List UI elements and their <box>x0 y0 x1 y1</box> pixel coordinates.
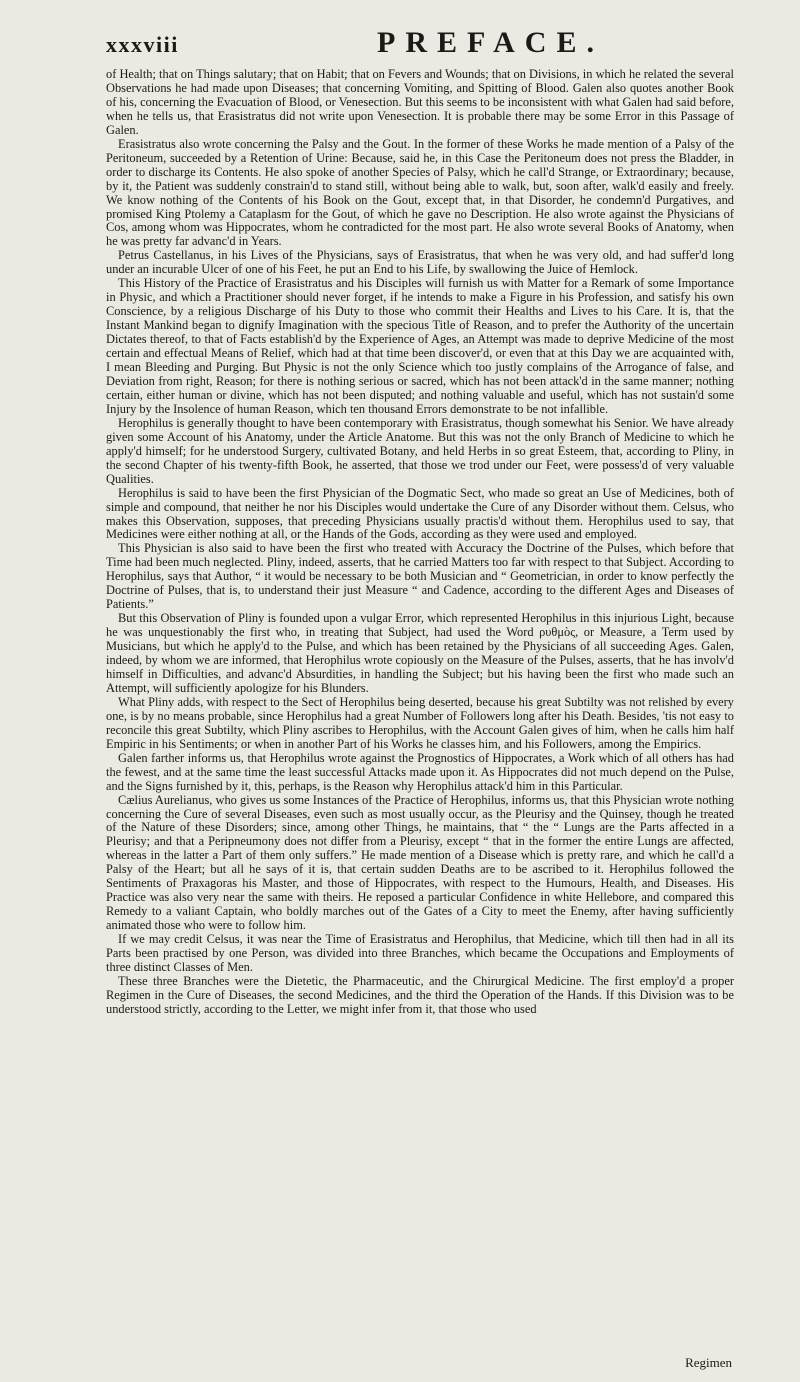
paragraph: Herophilus is said to have been the first Physician of the Dogmatic Sect, who made so great an Use of Medicines, both of simple and compound, that neither he nor his Disciples would undertake the Cure of any Disorder without them. Celsus, who makes this Observation, supposes, that preceding Physicians usually practis'd without them. Herophilus used to say, that Medicines were either nothing at all, or the Hands of the Gods, according as they were used and employed. <box>106 485 734 542</box>
paragraph: of Health; that on Things salutary; that on Habit; that on Fevers and Wounds; that on Divisions, in which he related the several Observations he had made upon Diseases; that concerning Vomiting, and Spitting of Blood. Galen also quotes another Book of his, concerning the Evacuation of Blood, or Venesection. But this seems to be inconsistent with what Galen had said before, when he tells us, that Erasistratus did not write upon Venesection. It is probable there may be some Error in this Passage of Galen. <box>106 67 734 137</box>
paragraph: If we may credit Celsus, it was near the Time of Erasistratus and Herophilus, that Medicine, which till then had in all its Parts been practised by one Person, was divided into three Branches, which became the Occupations and Employments of three distinct Classes of Men. <box>106 932 734 974</box>
paragraph: Cælius Aurelianus, who gives us some Instances of the Practice of Herophilus, informs us, that this Physician wrote nothing concerning the Cure of several Diseases, even such as most usually occur, as the Pleurisy and the Quinsey, though he treated of the Nature of these Disorders; since, among other Things, he maintains, that “ the “ Lungs are the Parts affected in a Pleurisy; and that a Peripneumony does not differ from a Pleurisy, except “ that in the former the entire Lungs are affected, whereas in the latter a Part of them only suffers.” He made mention of a Disease which is pretty rare, and which he call'd a Palsy of the Heart; but all he says of it is, that certain sudden Deaths are to be ascribed to it. Herophilus followed the Sentiments of Praxagoras his Master, and those of Hippocrates, with respect to the Humours, Health, and Diseases. His Practice was also very near the same with theirs. He reposed a particular Confidence in white Hellebore, and compared this Remedy to a valiant Captain, who boldly marches out of the Gates of a City to meet the Enemy, after having sufficiently animated those who were to follow him. <box>106 792 734 933</box>
paragraph: Herophilus is generally thought to have been contemporary with Erasistratus, though somewhat his Senior. We have already given some Account of his Anatomy, under the Article Anatome. But this was not the only Branch of Medicine to which he apply'd himself; for he understood Surgery, cultivated Botany, and held Herbs in so great Esteem, that, according to Pliny, in the second Chapter of his twenty-fifth Book, he asserted, that those we trod under our Feet, were possess'd of very valuable Qualities. <box>106 415 734 486</box>
paragraph: Galen farther informs us, that Herophilus wrote against the Prognostics of Hippocrates, a Work which of all others has had the fewest, and at the same time the least successful Attacks made upon it. As Hippocrates did not much depend on the Pulse, and the Signs furnished by it, this, perhaps, is the Reason why Herophilus attack'd him in this Particular. <box>106 750 734 793</box>
paragraph: This Physician is also said to have been the first who treated with Accuracy the Doctrine of the Pulses, which before that Time had been much neglected. Pliny, indeed, asserts, that he carried Matters too far with respect to that Subject. According to Herophilus, says that Author, “ it would be necessary to be both Musician and “ Geometrician, in order to know perfectly the Doctrine of Pulses, that is, to understand their just Measure “ and Cadence, according to the different Ages and Diseases of Patients.” <box>106 541 734 612</box>
page-number: xxxviii <box>106 32 179 57</box>
paragraph: But this Observation of Pliny is founded upon a vulgar Error, which represented Herophilus in this injurious Light, because he was unquestionably the first who, in treating that Subject, had used the Word ρυθμὸς, or Measure, a Term used by Musicians, but which he apply'd to the Pulse, and which has been retained by the Physicians of all succeeding Ages. Galen, indeed, by whom we are informed, that Herophilus wrote copiously on the Measure of the Pulses, asserts, that he has involv'd himself in Difficulties, and advanc'd Absurdities, in handling the Subject; but his having been the first who made such an Attempt, will sufficiently apologize for his Blunders. <box>106 611 734 695</box>
paragraph: These three Branches were the Dietetic, the Pharmaceutic, and the Chirurgical Medicine. The first employ'd a proper Regimen in the Cure of Diseases, the second Medicines, and the third the Operation of the Hands. If this Division was to be understood strictly, according to the Letter, we might infer from it, that those who used <box>106 973 734 1016</box>
catchword: Regimen <box>685 1355 732 1370</box>
page-header <box>106 26 734 68</box>
paragraph: Erasistratus also wrote concerning the Palsy and the Gout. In the former of these Works he made mention of a Palsy of the Peritoneum, succeeded by a Retention of Urine: Because, said he, in this Case the Peritoneum does not press the Bladder, in order to discharge its Contents. He also spoke of another Species of Palsy, which he call'd Strange, or Extraordinary; because, by it, the Patient was suddenly constrain'd to stand still, without being able to walk, but, soon after, walk'd easily and freely. We know nothing of the Contents of his Book on the Gout, except that, in that Disorder, he condemn'd Purgatives, and promised King Ptolemy a Cataplasm for the Gout, of which he gave no Description. He also wrote against the Physicians of Cos, among whom was Hippocrates, whom he contradicted for the most part. He also wrote several Books of Anatomy, when he was pretty far advanc'd in Years. <box>106 136 734 249</box>
paragraph: What Pliny adds, with respect to the Sect of Herophilus being deserted, because his great Subtilty was not relished by every one, is by no means probable, since Herophilus had a great Number of Followers long after his Death. Besides, 'tis not easy to reconcile this great Subtilty, which Pliny ascribes to Herophilus, with the Account Galen gives of him, when he calls him half Empiric in his Sentiments; or when in another Part of his Works he classes him, and his Followers, among the Empirics. <box>106 694 734 751</box>
paragraph: This History of the Practice of Erasistratus and his Disciples will furnish us with Matter for a Remark of some Importance in Physic, and which a Practitioner should never forget, if he intends to make a Figure in his Profession, and satisfy his own Conscience, by a religious Discharge of his Duty to those who commit their Healths and Lives to his Care. It is, that the Instant Mankind began to dignify Imagination with the specious Title of Reason, and to prefer the Authority of the uncertain Dictates thereof, to that of Facts establish'd by the Experience of Ages, an Attempt was made to deprive Medicine of the most certain and effectual Means of Relief, which had at that time been discover'd, or even that at this Day we are acquainted with, I mean Bleeding and Purging. But Physic is not the only Science which too justly complains of the Arrogance of false, and Deviation from right, Reason; for there is nothing serious or sacred, which has not been attack'd in the same manner; nothing certain, either human or divine, which has not been disputed; and nothing valuable and useful, which has not sustain'd some Injury by the Insolence of human Reason, which ten thousand Errors demonstrate to be not infallible. <box>106 276 734 416</box>
body-text <box>106 68 734 1017</box>
paragraph: Petrus Castellanus, in his Lives of the Physicians, says of Erasistratus, that when he was very old, and had suffer'd long under an incurable Ulcer of one of his Feet, he put an End to his Life, by swallowing the Juice of Hemlock. <box>106 248 734 277</box>
page-title: PREFACE. <box>377 26 604 59</box>
